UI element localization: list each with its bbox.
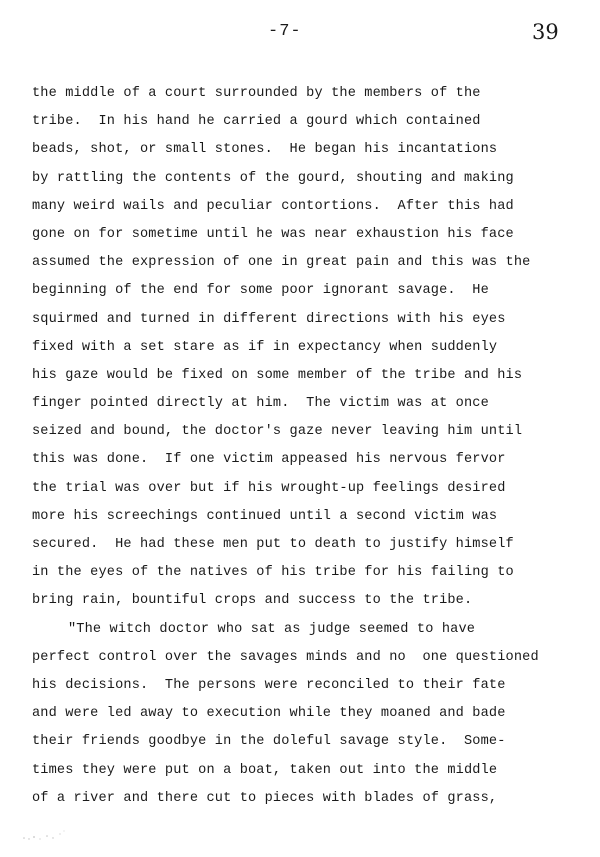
text-line: his decisions. The persons were reconciled to their fate [32,677,506,693]
text-line: times they were put on a boat, taken out into the middle [32,762,498,778]
text-line: their friends goodbye in the doleful savage style. Some- [32,734,506,750]
text-line: many weird wails and peculiar contortions. After this had [32,198,514,214]
text-line: finger pointed directly at him. The victim was at once [32,396,489,412]
text-line: the middle of a court surrounded by the members of the [32,86,481,101]
text-line: perfect control over the savages minds and no one questioned [32,649,539,665]
text-line: and were led away to execution while they moaned and bade [32,706,506,722]
text-line: squirmed and turned in different directions with his eyes [32,311,506,327]
text-line: beads, shot, or small stones. He began his incantations [32,142,498,158]
text-line: by rattling the contents of the gourd, shouting and making [32,170,514,186]
text-line: fixed with a set stare as if in expectancy when suddenly [32,339,498,355]
ink-smudge-icon [20,828,70,842]
text-line: beginning of the end for some poor ignorant savage. He [32,283,489,299]
text-line: gone on for sometime until he was near exhaustion his face [32,226,514,242]
text-line: seized and bound, the doctor's gaze never leaving him until [32,424,523,440]
text-line: secured. He had these men put to death to justify himself [32,537,514,552]
text-line: bring rain, bountiful crops and success to the tribe. [32,593,473,609]
text-line: tribe. In his hand he carried a gourd which contained [32,114,481,130]
document-body [32,80,577,813]
text-line: of a river and there cut to pieces with blades of grass, [32,790,498,806]
text-line: assumed the expression of one in great pain and this was the [32,255,531,271]
page-label: -7- [268,22,302,41]
text-line: more his screechings continued until a second victim was [32,508,498,524]
text-line: his gaze would be fixed on some member of the tribe and his [32,367,523,383]
page-number: 39 [532,20,559,44]
text-line: this was done. If one victim appeased his nervous fervor [32,452,506,468]
paragraph-start-line: "The witch doctor who sat as judge seemed to have [68,621,476,637]
text-line: the trial was over but if his wrought-up feelings desired [32,480,506,496]
text-line: in the eyes of the natives of his tribe for his failing to [32,565,514,581]
